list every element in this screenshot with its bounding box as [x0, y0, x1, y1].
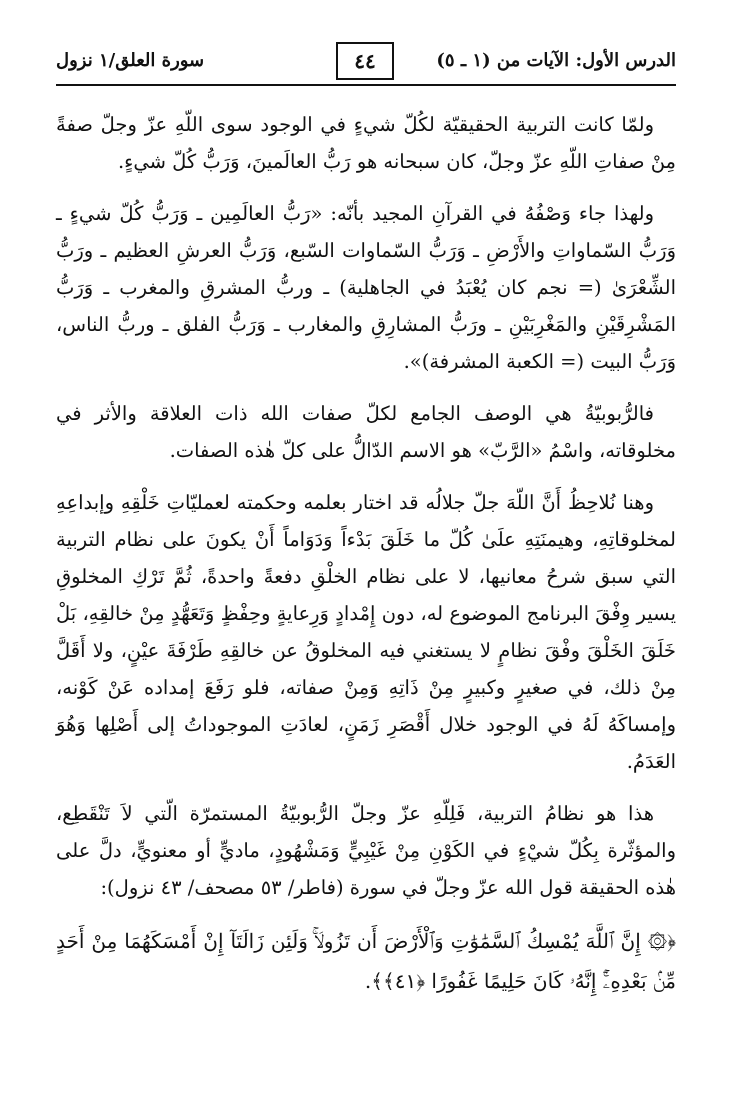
paragraph-5: هذا هو نظامُ التربية، فَلِلّهِ عزّ وجلّ الرُّبوبيّةُ المستمرّة الّتي لاَ تَنْقَطِع، والمؤثّرة بِكُلّ شيْءٍ في الكَوْنِ مِنْ غَيْبِيٍّ وَمَشْهُودٍ، ماديٍّ أو معنويٍّ، دلَّ على هٰذه الحقيقة قول الله عزّ وجلّ في سورة (فاطر/ ٥٣ مصحف/ ٤٣ نزول): — [56, 802, 676, 899]
quran-verse: ﴿۞ إِنَّ ٱللَّهَ يُمْسِكُ ٱلسَّمَٰوَٰتِ وَٱلْأَرْضَ أَن تَزُولَاۚ وَلَئِن زَالَتَآ إِنْ أَمْسَكَهُمَا مِنْ أَحَدٍ مِّنۢ بَعْدِهِۦٓۚ إِنَّهُۥ كَانَ حَلِيمًا غَفُورًا ﴿٤١﴾﴾. — [56, 929, 676, 993]
page-number: ٤٤ — [336, 42, 394, 80]
book-page — [56, 38, 676, 1078]
paragraph-3: فالرُّبوبيّةُ هي الوصف الجامع لكلّ صفات الله ذات العلاقة والأثر في مخلوقاته، واسْمُ «الرَّبّ» هو الاسم الدّالُّ على كلّ هٰذه الصفات. — [56, 402, 676, 462]
lesson-title: الدرس الأول: الآيات من (١ ـ ٥) — [436, 50, 676, 71]
page-header — [56, 38, 676, 86]
paragraph-2: ولهذا جاء وَصْفُهُ في القرآنِ المجيد بأنّه: «رَبُّ العالَمِين ـ وَرَبُّ كُلّ شيءٍ ـ وَرَبُّ السّماواتِ والأَرْضِ ـ وَرَبُّ السّماوات السّبع، وَرَبُّ العرشِ العظيم ـ ورَبُّ الشِّعْرَىٰ (= نجم كان يُعْبَدُ في الجاهلية) ـ وربُّ المشرقِ والمغرب ـ وَرَبُّ المَشْرِقَيْنِ والمَغْرِبَيْنِ ـ ورَبُّ المشارِقِ والمغارب ـ وَرَبُّ الفلق ـ وربُّ الناس، وَرَبُّ البيت (= الكعبة المشرفة)». — [56, 202, 676, 373]
page-body — [56, 106, 676, 1001]
paragraph-1: ولمّا كانت التربية الحقيقيّة لكُلّ شيءٍ في الوجود سوى اللّهِ عزّ وجلّ صفةً مِنْ صفاتِ اللّهِ عزّ وجلّ، كان سبحانه هو رَبُّ العالَمينَ، وَرَبُّ كُلّ شيءٍ. — [56, 113, 676, 173]
surah-title: سورة العلق/١ نزول — [56, 50, 205, 71]
paragraph-4: وهنا نُلاحِظُ أَنَّ اللّهَ جلّ جلالُه قد اختار بعلمه وحكمته لعمليّاتِ خَلْقِهِ وإبداعِهِ لمخلوقاتِهِ، وهيمنَتِهِ علَىٰ كُلّ ما خَلَقَ بَدْءاً وَدَوَاماً أَنْ يكونَ على نظام التربية التي سبق شرحُ معانيها، لا على نظام الخلْقِ دفعةً واحدةً، ثُمَّ تَرْكِ المخلوقِ يسير وِفْقَ البرنامج الموضوع له، دون إِمْدادٍ وَرِعايةٍ وحِفْظٍ وَتَعَهُّدٍ مِنْ خالقِهِ، بَلْ خَلَقَ الخَلْقَ وفْقَ نظامٍ لا يستغني فيه المخلوقُ عن خالقِهِ طَرْفَةَ عيْنٍ، ولا أَقَلَّ مِنْ ذلك، في صغيرٍ وكبيرٍ مِنْ ذَاتِهِ وَمِنْ صفاته، فلو رَفَعَ إمداده عَنْ كَوْنه، وإمساكَهُ لَهُ في الوجود خلال أَقْصَرِ زَمَنٍ، لعادَتِ الموجوداتُ إلى أَصْلِها وَهُوَ العَدَمُ. — [56, 491, 676, 773]
